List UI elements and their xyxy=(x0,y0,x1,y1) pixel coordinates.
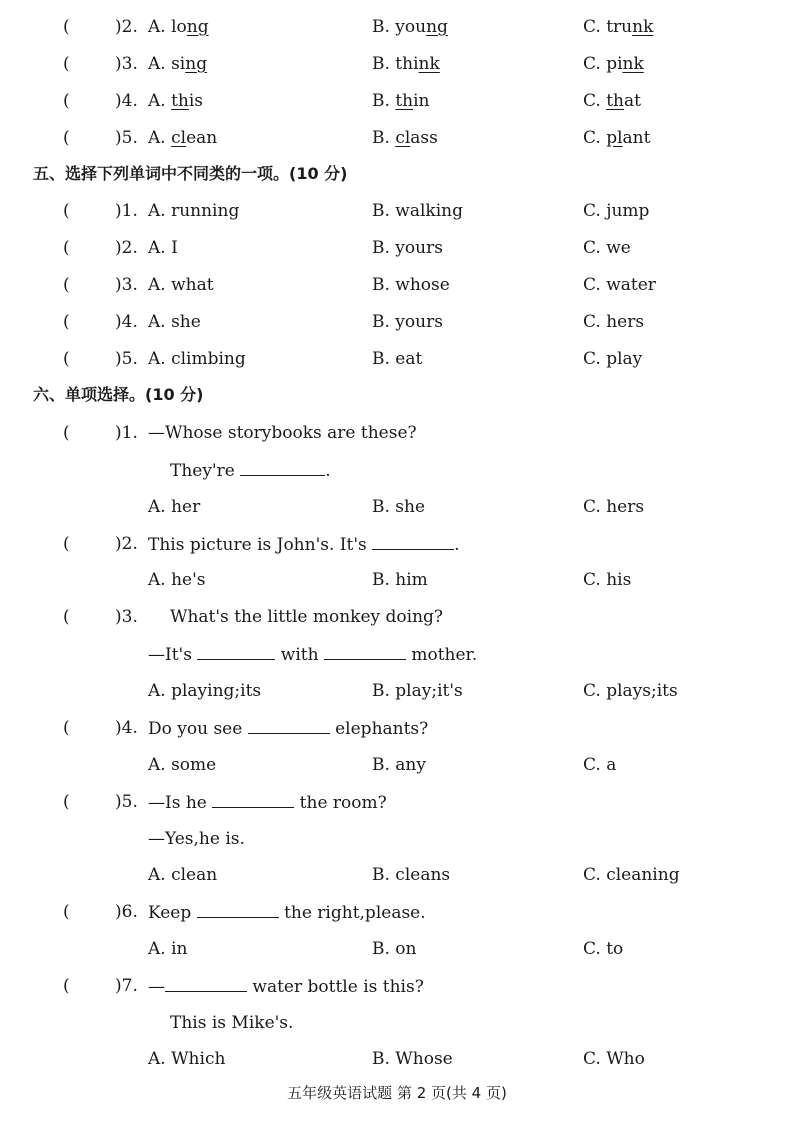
answer-line: —It's with mother. xyxy=(148,641,477,668)
answer-paren: ( xyxy=(63,238,70,258)
fill-blank[interactable] xyxy=(248,715,330,734)
fill-blank[interactable] xyxy=(240,457,325,476)
question-number: )5. xyxy=(115,128,138,148)
answer-paren: ( xyxy=(63,17,70,37)
option-a: A. playing;its xyxy=(148,681,262,701)
answer-paren: ( xyxy=(63,201,70,221)
option-a: A. this xyxy=(148,91,204,111)
answer-paren: ( xyxy=(63,275,70,295)
answer-paren: ( xyxy=(63,534,70,554)
option-a: A. he's xyxy=(148,570,206,590)
question-text: What's the little monkey doing? xyxy=(170,607,444,627)
question-number: )4. xyxy=(115,91,138,111)
question-number: )7. xyxy=(115,976,138,996)
answer-line: —Yes,he is. xyxy=(148,829,245,849)
question-text: — water bottle is this? xyxy=(148,973,424,1000)
option-a: A. clean xyxy=(148,128,218,148)
option-c: C. plays;its xyxy=(583,681,678,701)
answer-line: This is Mike's. xyxy=(170,1013,294,1033)
question-number: )5. xyxy=(115,349,138,369)
option-c: C. to xyxy=(583,939,624,959)
option-b: B. yours xyxy=(372,238,443,258)
answer-paren: ( xyxy=(63,349,70,369)
option-c: C. cleaning xyxy=(583,865,680,885)
question-number: )3. xyxy=(115,607,138,627)
answer-paren: ( xyxy=(63,128,70,148)
option-a: A. climbing xyxy=(148,349,246,369)
option-a: A. Which xyxy=(148,1049,226,1069)
option-b: B. cleans xyxy=(372,865,451,885)
option-c: C. a xyxy=(583,755,617,775)
question-number: )6. xyxy=(115,902,138,922)
option-c: C. hers xyxy=(583,312,645,332)
option-b: B. she xyxy=(372,497,426,517)
fill-blank[interactable] xyxy=(372,531,454,550)
question-number: )5. xyxy=(115,792,138,812)
answer-paren: ( xyxy=(63,312,70,332)
question-text: This picture is John's. It's . xyxy=(148,531,460,558)
answer-paren: ( xyxy=(63,902,70,922)
fill-blank[interactable] xyxy=(197,899,279,918)
option-b: B. young xyxy=(372,17,448,37)
option-b: B. Whose xyxy=(372,1049,453,1069)
option-b: B. any xyxy=(372,755,426,775)
option-a: A. clean xyxy=(148,865,218,885)
question-number: )4. xyxy=(115,718,138,738)
question-number: )3. xyxy=(115,54,138,74)
option-a: A. her xyxy=(148,497,201,517)
option-b: B. him xyxy=(372,570,428,590)
question-number: )4. xyxy=(115,312,138,332)
fill-blank[interactable] xyxy=(212,789,294,808)
option-c: C. his xyxy=(583,570,632,590)
fill-blank[interactable] xyxy=(197,641,275,660)
option-b: B. think xyxy=(372,54,440,74)
option-c: C. Who xyxy=(583,1049,645,1069)
fill-blank[interactable] xyxy=(324,641,406,660)
option-b: B. eat xyxy=(372,349,423,369)
option-b: B. class xyxy=(372,128,438,148)
option-b: B. walking xyxy=(372,201,463,221)
question-number: )1. xyxy=(115,423,138,443)
option-c: C. that xyxy=(583,91,641,111)
question-number: )2. xyxy=(115,17,138,37)
question-number: )3. xyxy=(115,275,138,295)
option-c: C. play xyxy=(583,349,643,369)
option-c: C. pink xyxy=(583,54,644,74)
question-text: Keep the right,please. xyxy=(148,899,426,926)
answer-paren: ( xyxy=(63,54,70,74)
option-a: A. I xyxy=(148,238,178,258)
option-c: C. hers xyxy=(583,497,645,517)
answer-paren: ( xyxy=(63,423,70,443)
option-c: C. we xyxy=(583,238,631,258)
fill-blank[interactable] xyxy=(165,973,247,992)
answer-paren: ( xyxy=(63,91,70,111)
question-text: —Is he the room? xyxy=(148,789,387,816)
option-a: A. long xyxy=(148,17,209,37)
question-number: )1. xyxy=(115,201,138,221)
option-b: B. yours xyxy=(372,312,443,332)
question-number: )2. xyxy=(115,534,138,554)
answer-paren: ( xyxy=(63,792,70,812)
option-a: A. sing xyxy=(148,54,208,74)
answer-paren: ( xyxy=(63,718,70,738)
answer-line: They're . xyxy=(170,457,331,484)
question-text: Do you see elephants? xyxy=(148,715,428,742)
option-a: A. what xyxy=(148,275,214,295)
option-b: B. thin xyxy=(372,91,430,111)
option-c: C. trunk xyxy=(583,17,654,37)
option-b: B. on xyxy=(372,939,417,959)
question-text: —Whose storybooks are these? xyxy=(148,423,417,443)
option-c: C. water xyxy=(583,275,656,295)
option-a: A. running xyxy=(148,201,240,221)
option-a: A. in xyxy=(148,939,188,959)
answer-paren: ( xyxy=(63,607,70,627)
option-a: A. some xyxy=(148,755,217,775)
option-a: A. she xyxy=(148,312,201,332)
option-b: B. whose xyxy=(372,275,450,295)
question-number: )2. xyxy=(115,238,138,258)
option-c: C. plant xyxy=(583,128,651,148)
option-b: B. play;it's xyxy=(372,681,463,701)
answer-paren: ( xyxy=(63,976,70,996)
page-footer: 五年级英语试题 第 2 页(共 4 页) xyxy=(287,1084,507,1102)
option-c: C. jump xyxy=(583,201,650,221)
